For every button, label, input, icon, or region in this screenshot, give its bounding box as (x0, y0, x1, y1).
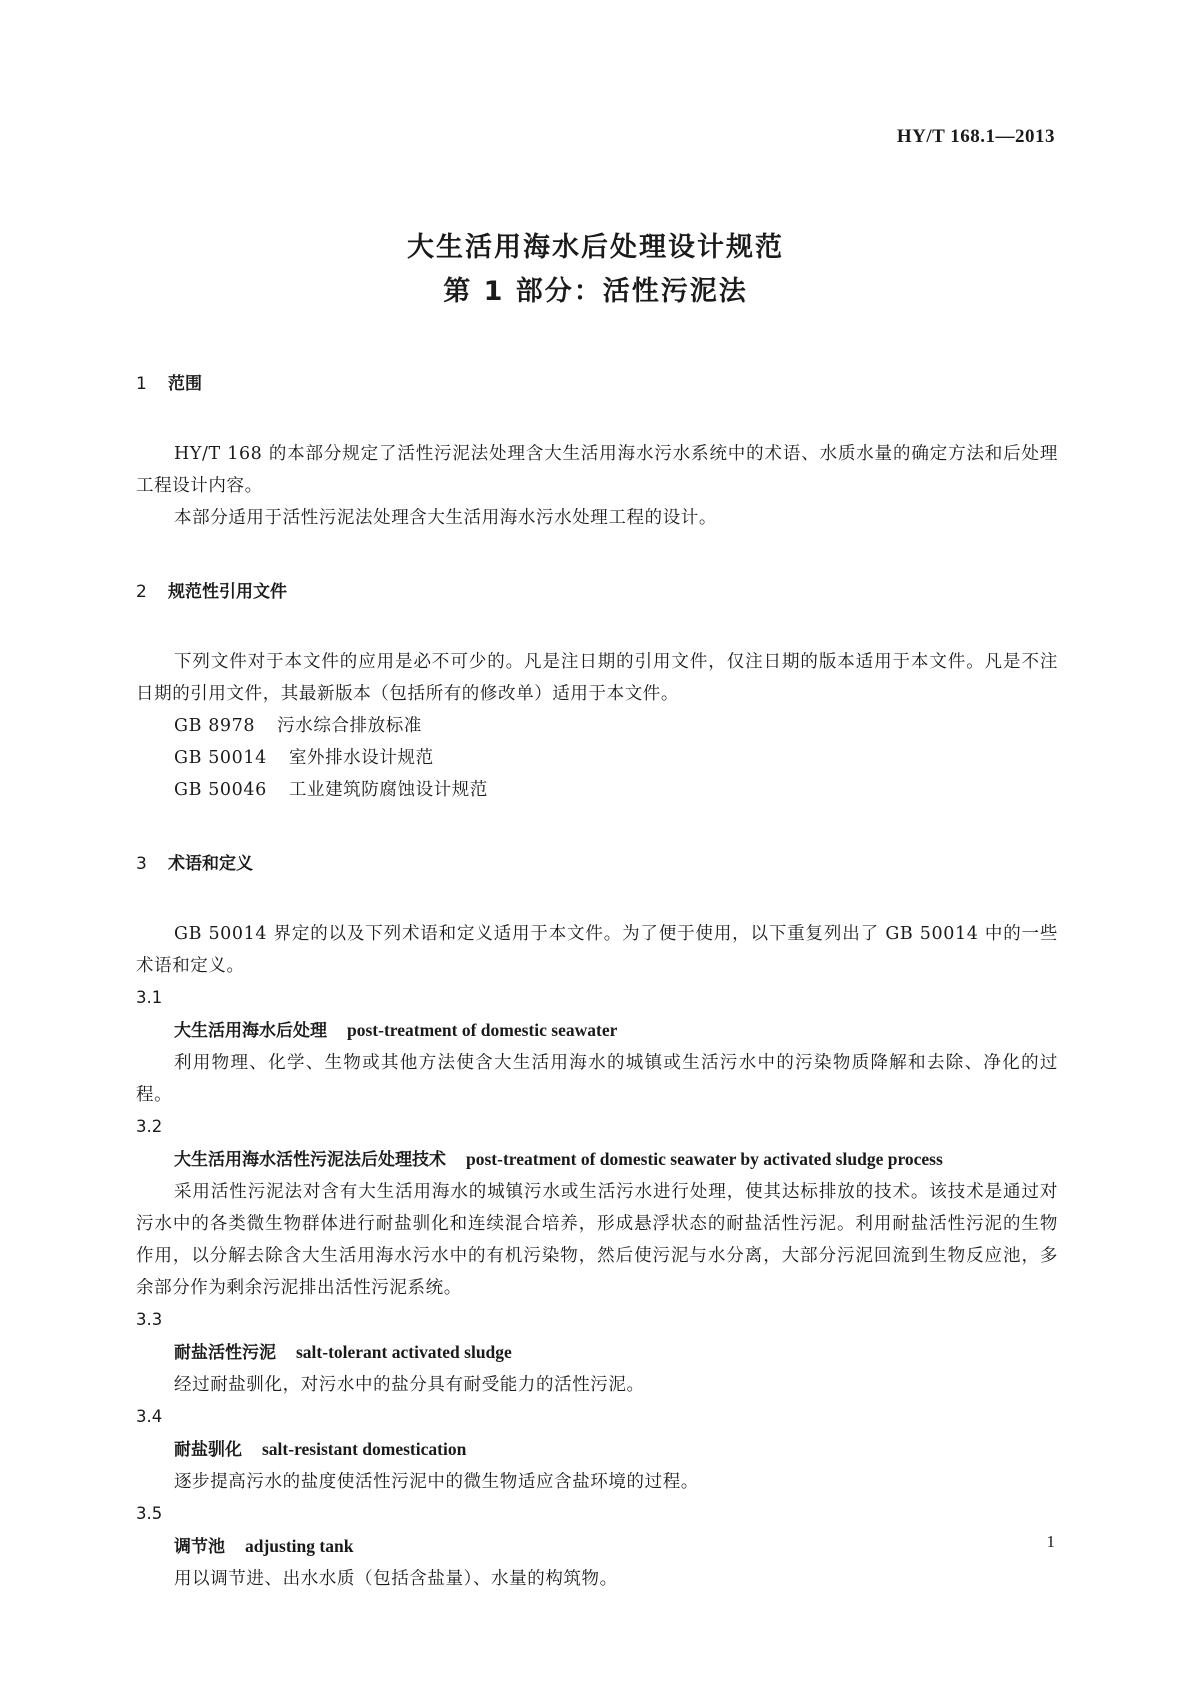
section-heading-normative-references (136, 576, 1058, 608)
reference-title: 污水综合排放标准 (277, 716, 422, 736)
term-definition: 采用活性污泥法对含有大生活用海水的城镇污水或生活污水进行处理，使其达标排放的技术。该技术是通过对污水中的各类微生物群体进行耐盐驯化和连续混合培养，形成悬浮状态的耐盐活性污泥。利用耐盐活性污泥的生物作用，以分解去除含大生活用海水污水中的有机污染物，然后使污泥与水分离，大部分污泥回流到生物反应池，多余部分作为剩余污泥排出活性污泥系统。 (136, 1182, 1058, 1298)
term-zh: 耐盐活性污泥 (174, 1343, 276, 1363)
standard-code: HY/T 168.1—2013 (896, 126, 1055, 147)
term-number: 3.4 (136, 1407, 163, 1426)
page-number: 1 (1046, 1532, 1055, 1551)
reference-code: GB 50046 (174, 780, 267, 800)
term-title (136, 1336, 1058, 1369)
paragraph: HY/T 168 的本部分规定了活性污泥法处理含大生活用海水污水系统中的术语、水质水量的确定方法和后处理工程设计内容。 (136, 444, 1058, 496)
reference-title: 工业建筑防腐蚀设计规范 (288, 780, 488, 800)
term-definition: 用以调节进、出水水质（包括含盐量）、水量的构筑物。 (174, 1569, 618, 1589)
document-body (136, 368, 1058, 1595)
term-en: salt-resistant domestication (262, 1439, 467, 1459)
term-title (136, 1433, 1058, 1466)
term-en: adjusting tank (245, 1536, 354, 1556)
term-number: 3.3 (136, 1310, 163, 1329)
term-title (136, 1014, 1058, 1047)
title-line-1: 大生活用海水后处理设计规范 (407, 232, 784, 263)
term-number: 3.5 (136, 1504, 163, 1523)
term-zh: 调节池 (174, 1537, 225, 1557)
term-zh: 耐盐驯化 (174, 1440, 242, 1460)
section-title: 术语和定义 (168, 854, 253, 874)
section-heading-scope (136, 368, 1058, 400)
term-title (136, 1143, 1058, 1176)
reference-item (136, 710, 1058, 742)
section-number: 2 (136, 582, 147, 602)
reference-item (136, 774, 1058, 806)
document-title (0, 226, 1191, 314)
paragraph: 本部分适用于活性污泥法处理含大生活用海水污水处理工程的设计。 (174, 508, 717, 528)
term-en: post-treatment of domestic seawater (347, 1020, 618, 1040)
section-title: 范围 (168, 374, 202, 394)
title-line-2: 第 1 部分：活性污泥法 (443, 276, 748, 307)
term-zh: 大生活用海水活性污泥法后处理技术 (174, 1150, 446, 1170)
reference-code: GB 50014 (174, 748, 267, 768)
reference-item (136, 742, 1058, 774)
term-title (136, 1530, 1058, 1563)
term-number: 3.2 (136, 1117, 163, 1136)
paragraph: GB 50014 界定的以及下列术语和定义适用于本文件。为了便于使用，以下重复列出了 GB 50014 中的一些术语和定义。 (136, 924, 1058, 976)
paragraph: 下列文件对于本文件的应用是必不可少的。凡是注日期的引用文件，仅注日期的版本适用于本文件。凡是不注日期的引用文件，其最新版本（包括所有的修改单）适用于本文件。 (136, 652, 1058, 704)
term-definition: 逐步提高污水的盐度使活性污泥中的微生物适应含盐环境的过程。 (174, 1472, 699, 1492)
section-title: 规范性引用文件 (168, 582, 287, 602)
reference-code: GB 8978 (174, 716, 256, 736)
term-en: salt-tolerant activated sludge (296, 1342, 512, 1362)
section-number: 1 (136, 374, 147, 394)
term-definition: 经过耐盐驯化，对污水中的盐分具有耐受能力的活性污泥。 (174, 1375, 645, 1395)
reference-title: 室外排水设计规范 (288, 748, 434, 768)
term-definition: 利用物理、化学、生物或其他方法使含大生活用海水的城镇或生活污水中的污染物质降解和去除、净化的过程。 (136, 1053, 1058, 1105)
term-zh: 大生活用海水后处理 (174, 1021, 327, 1041)
section-number: 3 (136, 854, 147, 874)
section-heading-terms-and-definitions (136, 848, 1058, 880)
term-en: post-treatment of domestic seawater by activated sludge process (466, 1149, 943, 1169)
term-number: 3.1 (136, 988, 163, 1007)
